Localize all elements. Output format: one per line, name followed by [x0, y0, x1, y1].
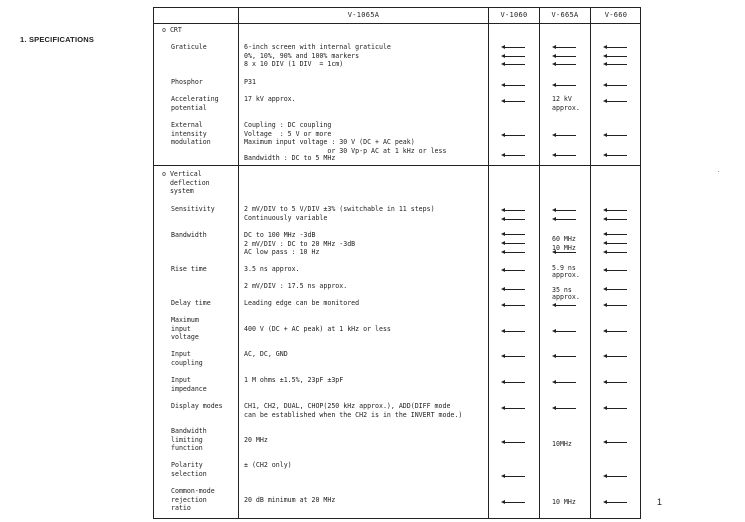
row-value-input-coupling: AC, DC, GND [244, 350, 288, 358]
section-heading: 1. SPECIFICATIONS [20, 35, 95, 44]
section-title-vertical: o Vertical deflection system [162, 170, 210, 196]
same-as-arrow [552, 54, 576, 59]
same-as-arrow [603, 83, 627, 88]
v665a-rise-time-2mv: 35 ns approx. [552, 286, 580, 301]
same-as-arrow [552, 133, 576, 138]
same-as-arrow [603, 268, 627, 273]
v665a-bandwidth: 60 MHz 10 MHz [552, 235, 576, 252]
row-value-ext-bandwidth: Bandwidth : DC to 5 MHz [244, 154, 336, 162]
same-as-arrow [603, 232, 627, 237]
row-label-external-intensity: External intensity modulation [171, 121, 211, 147]
row-label-bandwidth-limit: Bandwidth limiting function [171, 427, 207, 453]
row-label-maximum-input: Maximum input voltage [171, 316, 199, 342]
same-as-arrow [501, 133, 525, 138]
same-as-arrow [501, 287, 525, 292]
row-value-delay-time: Leading edge can be monitored [244, 299, 360, 307]
column-divider [590, 8, 591, 518]
same-as-arrow [603, 250, 627, 255]
row-value-phosphor: P31 [244, 78, 256, 86]
same-as-arrow [603, 329, 627, 334]
row-value-bandwidth-limit: 20 MHz [244, 436, 268, 444]
row-value-external-intensity: Coupling : DC coupling Voltage : 5 V or more Maximum input voltage : 30 V (DC + AC peak) or 30 Vp-p AC at 1 kHz or less [244, 121, 447, 155]
same-as-arrow [603, 54, 627, 59]
same-as-arrow [501, 153, 525, 158]
column-header-v665a: V-665A [551, 11, 579, 19]
section-rule [154, 165, 640, 166]
same-as-arrow [603, 217, 627, 222]
section-title-crt: o CRT [162, 26, 182, 34]
same-as-arrow [501, 54, 525, 59]
same-as-arrow [501, 354, 525, 359]
column-header-v660: V-660 [604, 11, 628, 19]
same-as-arrow [552, 354, 576, 359]
same-as-arrow [552, 208, 576, 213]
same-as-arrow [501, 440, 525, 445]
same-as-arrow [501, 268, 525, 273]
same-as-arrow [552, 217, 576, 222]
same-as-arrow [552, 83, 576, 88]
same-as-arrow [603, 45, 627, 50]
row-label-phosphor: Phosphor [171, 78, 203, 86]
column-header-v1060: V-1060 [500, 11, 528, 19]
same-as-arrow [501, 99, 525, 104]
same-as-arrow [501, 83, 525, 88]
same-as-arrow [603, 500, 627, 505]
v665a-cmrr: 10 MHz [552, 498, 576, 506]
v665a-bandwidth-limit: 10MHz [552, 440, 572, 448]
row-label-bandwidth: Bandwidth [171, 231, 207, 239]
row-value-polarity: ± (CH2 only) [244, 461, 292, 469]
same-as-arrow [552, 380, 576, 385]
same-as-arrow [501, 62, 525, 67]
column-divider [238, 8, 239, 518]
same-as-arrow [603, 62, 627, 67]
row-label-input-impedance: Input impedance [171, 376, 207, 393]
page-number: 1 [657, 497, 663, 507]
same-as-arrow [552, 406, 576, 411]
same-as-arrow [501, 329, 525, 334]
row-label-sensitivity: Sensitivity [171, 205, 215, 213]
same-as-arrow [501, 208, 525, 213]
same-as-arrow [501, 474, 525, 479]
spec-table [153, 7, 641, 519]
same-as-arrow [603, 303, 627, 308]
header-rule [154, 23, 640, 24]
row-label-rise-time: Rise time [171, 265, 207, 273]
same-as-arrow [501, 241, 525, 246]
same-as-arrow [603, 287, 627, 292]
same-as-arrow [501, 217, 525, 222]
row-label-delay-time: Delay time [171, 299, 211, 307]
v665a-rise-time: 5.9 ns approx. [552, 264, 580, 279]
same-as-arrow [552, 250, 576, 255]
column-divider [539, 8, 540, 518]
same-as-arrow [603, 99, 627, 104]
row-value-cmrr: 20 dB minimum at 20 MHz [244, 496, 336, 504]
row-value-rise-time-2mv: 2 mV/DIV : 17.5 ns approx. [244, 282, 348, 290]
row-value-bandwidth: DC to 100 MHz -3dB 2 mV/DIV : DC to 20 MHz -3dB AC low pass : 10 Hz [244, 231, 356, 257]
same-as-arrow [603, 406, 627, 411]
row-label-polarity: Polarity selection [171, 461, 207, 478]
row-value-maximum-input: 400 V (DC + AC peak) at 1 kHz or less [244, 325, 391, 333]
row-value-sensitivity: 2 mV/DIV to 5 V/DIV ±3% (switchable in 11 steps) Continuously variable [244, 205, 435, 222]
row-value-display-modes: CH1, CH2, DUAL, CHOP(250 kHz approx.), ADD(DIFF mode can be established when the CH2 is in the INVERT mode.) [244, 402, 463, 419]
same-as-arrow [603, 208, 627, 213]
same-as-arrow [501, 500, 525, 505]
scan-speck [718, 171, 719, 172]
same-as-arrow [552, 303, 576, 308]
column-divider [488, 8, 489, 518]
v665a-accelerating-potential: 12 kV approx. [552, 95, 580, 112]
row-label-accelerating-potential: Accelerating potential [171, 95, 219, 112]
row-label-display-modes: Display modes [171, 402, 223, 410]
same-as-arrow [603, 380, 627, 385]
row-value-rise-time: 3.5 ns approx. [244, 265, 300, 273]
same-as-arrow [603, 133, 627, 138]
column-header-v1065a: V-1065A [347, 11, 380, 19]
same-as-arrow [603, 153, 627, 158]
same-as-arrow [603, 440, 627, 445]
row-label-input-coupling: Input coupling [171, 350, 203, 367]
same-as-arrow [501, 303, 525, 308]
same-as-arrow [603, 354, 627, 359]
same-as-arrow [501, 406, 525, 411]
same-as-arrow [552, 329, 576, 334]
same-as-arrow [501, 380, 525, 385]
same-as-arrow [501, 250, 525, 255]
row-value-graticule: 6-inch screen with internal graticule 0%, 10%, 90% and 100% markers 8 x 10 DIV (1 DIV = 1cm) [244, 43, 391, 69]
same-as-arrow [501, 232, 525, 237]
same-as-arrow [603, 241, 627, 246]
same-as-arrow [552, 45, 576, 50]
same-as-arrow [552, 153, 576, 158]
same-as-arrow [552, 62, 576, 67]
same-as-arrow [603, 474, 627, 479]
row-label-cmrr: Common-mode rejection ratio [171, 487, 215, 513]
row-value-input-impedance: 1 M ohms ±1.5%, 23pF ±3pF [244, 376, 344, 384]
row-label-graticule: Graticule [171, 43, 207, 51]
same-as-arrow [501, 45, 525, 50]
row-value-accelerating-potential: 17 kV approx. [244, 95, 296, 103]
